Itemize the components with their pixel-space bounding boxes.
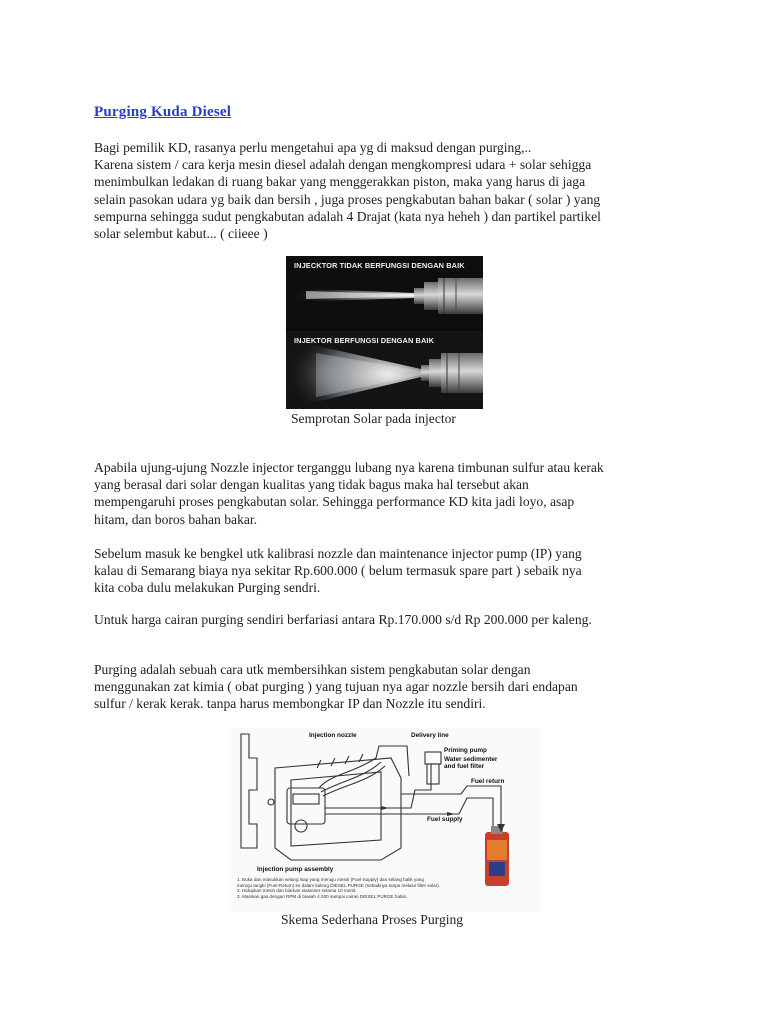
workshop-paragraph — [94, 545, 694, 597]
label-water-sedimenter: Water sedimenter — [444, 756, 498, 763]
purging-definition-paragraph — [94, 661, 694, 713]
text-line: Apabila ujung-ujung Nozzle injector terganggu lubang nya karena timbunan sulfur atau kerak — [94, 460, 604, 475]
injector-bad-label: INJECKTOR TIDAK BERFUNGSI DENGAN BAIK — [294, 261, 465, 270]
text-line: Sebelum masuk ke bengkel utk kalibrasi nozzle dan maintenance injector pump (IP) yang — [94, 546, 582, 561]
instruction-line: 2. Hidupkan mesin dan biarkan stasioner selama 10 menit. — [237, 888, 357, 894]
text-line: mempengaruhi proses pengkabutan solar. Sehingga performance KD kita jadi loyo, asap — [94, 494, 575, 510]
diagram-instructions — [237, 877, 517, 899]
label-injection-pump: Injection pump assembly — [257, 866, 334, 873]
text-line: Untuk harga cairan purging sendiri berfariasi antara Rp.170.000 s/d Rp 200.000 per kaleng. — [94, 612, 592, 627]
injector-good-label: INJEKTOR BERFUNGSI DENGAN BAIK — [294, 336, 435, 345]
purging-schematic-diagram — [231, 728, 540, 912]
price-paragraph — [94, 611, 694, 628]
text-line: selain pasokan udara yg baik dan bersih , juga proses pengkabutan bahan bakar ( solar ) yang — [94, 191, 601, 207]
injector-spray-photo — [286, 256, 483, 409]
label-fuel-filter: and fuel filter — [444, 763, 485, 770]
text-line: sempurna sehingga sudut pengkabutan adalah 4 Drajat (kata nya heheh ) dan partikel partikel — [94, 208, 601, 224]
text-line: sulfur / kerak kerak. tanpa harus membongkar IP dan Nozzle itu sendiri. — [94, 696, 486, 712]
text-line: kalau di Semarang biaya nya sekitar Rp.600.000 ( belum termasuk spare part ) sebaik nya — [94, 563, 582, 579]
instruction-line: 3. Mainkan gas dengan RPM di bawah 4.000 sampai cairan DIESEL PURGE habis. — [237, 893, 408, 899]
text-line: hitam, dan boros bahan bakar. — [94, 511, 258, 527]
text-line: Purging adalah sebuah cara utk membersihkan sistem pengkabutan solar dengan — [94, 662, 531, 677]
label-fuel-supply: Fuel supply — [427, 816, 463, 823]
text-line: solar selembut kabut... ( ciieee ) — [94, 226, 268, 242]
text-line: menimbulkan ledakan di ruang bakar yang menggerakkan piston, maka yang harus di jaga — [94, 174, 586, 190]
text-line: Karena sistem / cara kerja mesin diesel adalah dengan mengkompresi udara + solar sehigga — [94, 157, 592, 173]
injector-good-panel — [286, 331, 483, 409]
text-line: kita coba dulu melakukan Purging sendri. — [94, 580, 321, 596]
figure-caption-schematic: Skema Sederhana Proses Purging — [281, 912, 464, 927]
label-delivery-line: Delivery line — [411, 732, 449, 739]
nozzle-paragraph — [94, 459, 694, 528]
label-injection-nozzle: Injection nozzle — [309, 732, 357, 739]
label-fuel-return: Fuel return — [471, 778, 505, 785]
intro-paragraph — [94, 139, 694, 242]
label-priming-pump: Priming pump — [444, 747, 487, 754]
article-title-link[interactable]: Purging Kuda Diesel — [94, 104, 232, 120]
instruction-line: menuju tangki (Fuel-Return) ke dalam kaleng DIESEL PURGE (sebaiknya tanpa melalui filter solar). — [237, 882, 441, 888]
text-line: yang berasal dari solar dengan kualitas yang tidak bagus maka hal tersebut akan — [94, 477, 529, 493]
text-line: Bagi pemilik KD, rasanya perlu mengetahui apa yg di maksud dengan purging,.. — [94, 140, 532, 155]
injector-bad-panel — [286, 256, 483, 328]
text-line: menggunakan zat kimia ( obat purging ) yang tujuan nya agar nozzle bersih dari endapan — [94, 679, 578, 695]
instruction-line: 1. Buka dan masukkan selang isap yang menuju mesin (Fuel-Supply) dan selang balik yang — [237, 877, 424, 882]
figure-caption-injector: Semprotan Solar pada injector — [291, 411, 456, 426]
